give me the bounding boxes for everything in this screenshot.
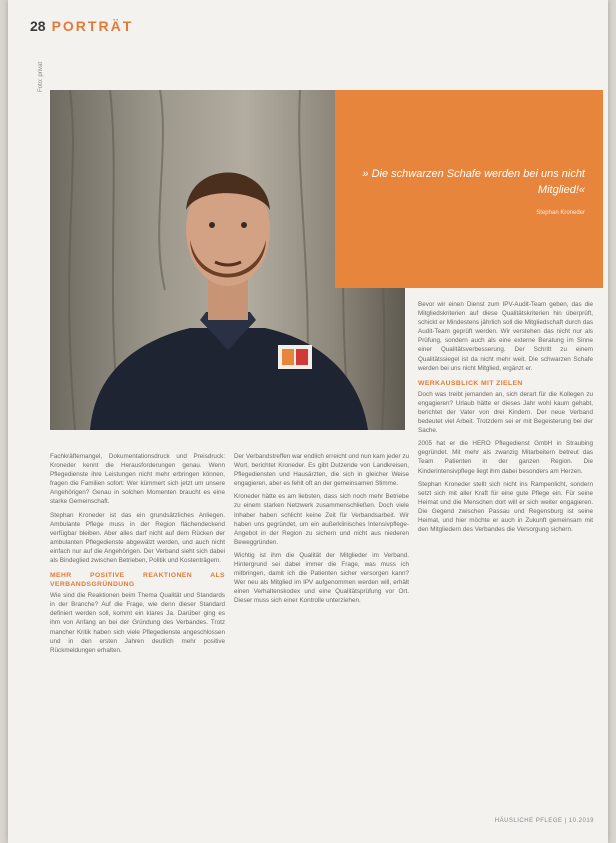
page-footer: HÄUSLICHE PFLEGE | 10.2019 [494,818,594,824]
subheading: MEHR POSITIVE REAKTIONEN ALS VERBANDSGRÜNDUNG [50,572,225,589]
magazine-page [8,0,608,843]
paragraph: Doch was treibt jemanden an, sich derart für die Kollegen zu engagieren? Urlaub hätte er dieses Jahr wohl kaum gehabt, berichtet der Vater von drei Kindern. Der neue Verband bedeutet viel Arbeit. Trotzdem sei er mit Begeisterung bei der Sache. [418,390,593,435]
text-column-1 [50,452,225,812]
paragraph: Stephan Kroneder stellt sich nicht ins Rampenlicht, sondern setzt sich mit aller Kraft für eine gute Pflege ein. Für seine Heimat und die Menschen dort will er sich weiter engagieren. Die Gegend zwischen Passau und Regensburg ist seine Heimat, und hier möchte er auch in Zukunft gemeinsam mit den Mitgliedern des Verbandes die Versorgung sichern. [418,480,593,534]
section-title: PORTRÄT [51,18,134,34]
page-header [30,18,133,34]
paragraph: 2005 hat er die HERO Pflegedienst GmbH in Straubing gegründet. Mit mehr als zwanzig Mitarbeitern betreut das Team Patienten in der ganzen Region. Die Kinderintensivpflege liegt ihm dabei besonders am Herzen. [418,440,593,475]
paragraph: Wie sind die Reaktionen beim Thema Qualität und Standards in der Branche? Auf die Frage, wie denn dieser Standard definiert werden soll, kommt ein klares Ja. Darüber ging es ihm von Anfang an bei der Gründung des Verbandes. Trotz mancher Kritik haben sich viele Pflegedienste angeschlossen und in den ersten Jahren deutlich mehr positive Rückmeldungen erhalten. [50,592,225,654]
page-number: 28 [30,18,46,34]
paragraph: Fachkräftemangel, Dokumentationsdruck und Preisdruck: Kroneder kennt die Herausforderungen genau. Wenn Pflegedienste ihre Leistungen nicht mehr erbringen können, fragen die Familien sofort: Wer kümmert sich jetzt um unsere Angehörigen? Genau in solchen Momenten braucht es eine starke Gemeinschaft. [50,453,225,506]
text-column-2 [234,452,409,812]
text-column-3 [418,300,593,812]
paragraph: Kroneder hätte es am liebsten, dass sich noch mehr Betriebe zu einem starken Netzwerk zusammenschließen. Doch viele Inhaber haben schlicht keine Zeit für Verbandsarbeit. Wir haben uns gegründet, um ein außerklinisches Intensivpflege-Angebot in der Region zu sichern und nicht aus niederen Beweggründen. [234,493,409,546]
pull-quote: » Die schwarzen Schafe werden bei uns nicht Mitglied!« [362,168,585,196]
pull-quote-box [335,90,603,288]
paragraph: Wichtig ist ihm die Qualität der Mitglieder im Verband. Hintergrund sei dabei immer die Frage, was muss ich mitbringen, damit ich die Patienten sicher versorgen kann? Wer neu als Mitglied im IPV aufgenommen werden will, erhält einen Verhaltenskodex und eine Qualitätsprüfung vor Ort. Dieser muss sich einer Kontrolle unterziehen. [234,551,409,605]
pull-quote-author: Stephan Kroneder [536,210,585,216]
photo-credit: Foto: privat [38,61,44,92]
paragraph: Stephan Kroneder ist das ein grundsätzliches Anliegen. Ambulante Pflege muss in der Region flächendeckend verfügbar bleiben. Aber alles darf nicht auf dem Rücken der ambulanten Pflegedienste abgewälzt werden, und auch nicht einfach nur auf die Angehörigen. Der Verband sieht sich dabei als Bindeglied zwischen Betrieben, Politik und Kostenträgern. [50,511,225,565]
paragraph: Der Verbandstreffen war endlich erreicht und nun kam jeder zu Wort, berichtet Kroneder. Es gibt Dutzende von Landkreisen, Pflegediensten und Hausärzten, die sich in gleicher Weise engagieren, aber es fehlt oft an der gemeinsamen Stimme. [234,453,409,488]
paragraph: Bevor wir einen Dienst zum IPV-Audit-Team geben, das die Mitgliedskriterien auf diese Qualitätskriterien hin überprüft, schickt er Mindestens jährlich soll die Mitgliedschaft durch das Audit-Team geprüft werden. Wir verstehen das nicht nur als Prüfung, sondern auch als eine externe Beratung im Sinne einer Qualitätsverbesserung. Der Schritt zu einem Qualitätssiegel ist da nicht mehr weit. Die schwarzen Schafe werden bei uns nicht Mitglied, ergänzt er. [418,301,593,372]
subheading: WERKAUSBLICK MIT ZIELEN [418,379,523,387]
